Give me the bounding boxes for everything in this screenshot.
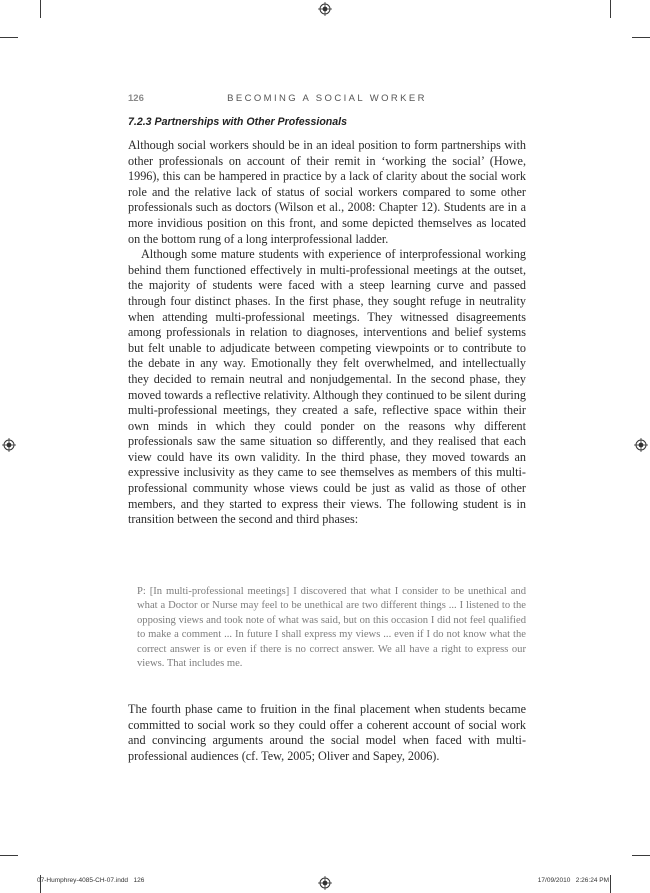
running-head xyxy=(128,93,526,107)
page-number: 126 xyxy=(128,93,144,104)
crop-mark-top-left xyxy=(40,0,41,18)
print-footer xyxy=(0,877,650,889)
block-quote: P: [In multi-professional meetings] I discovered that what I consider to be unethical and what a Doctor or Nurse may feel to be unethical are two different things ... I listened to the opposing views and took note of what was said, but on this occasion I did not feel qualified to make a comment ... In future I shall express my views ... even if I do not know what the correct answer is or even if there is no correct answer. We all have a right to express our views. That includes me. xyxy=(137,586,526,670)
body-text xyxy=(128,138,526,528)
registration-mark-icon xyxy=(2,438,16,452)
crop-mark-left-top xyxy=(0,37,18,38)
paragraph: Although social workers should be in an ideal position to form partnerships with other professionals on account of their remit in ‘working the social’ (Howe, 1996), this can be hampered in practice by a lack of clarity about the social work role and the relative lack of status of social workers compared to some other professionals such as doctors (Wilson et al., 2008: Chapter 12). Students are in a more invidious position on this front, and some depicted themselves as located on the bottom rung of a long interprofessional ladder. xyxy=(128,138,526,246)
paragraph: Although some mature students with experience of interprofessional working behind them functioned effectively in multi-professional meetings at the outset, the majority of students were faced with a steep learning curve and passed through four distinct phases. In the first phase, they sought refuge in neutrality when attending multi-professional meetings. They witnessed disagreements among professionals in relation to diagnoses, interventions and belief systems but felt unable to adjudicate between competing viewpoints or to contribute to the debate in any way. Emotionally they felt overwhelmed, and intellectually they decided to remain neutral and nonjudgemental. In the second phase, they moved towards a reflective relativity. Although they continued to be silent during multi-professional meetings, they created a safe, reflective space within their own minds in which they could ponder on the reasons why different professionals saw the same situation so differently, and they realised that each view could have its own validity. In the third phase, they moved towards an expressive inclusivity as they came to see themselves as members of this multi-professional community whose views could be just as valid as those of other members, and they started to express their views. The following student is in transition between the second and third phases: xyxy=(128,247,526,527)
crop-mark-right-bottom xyxy=(632,855,650,856)
footer-filename: 07-Humphrey-4085-CH-07.indd 126 xyxy=(37,877,145,884)
footer-timestamp: 17/09/2010 2:26:24 PM xyxy=(537,877,609,884)
paragraph: The fourth phase came to fruition in the final placement when students became committed to social work so they could offer a coherent account of social work and convincing arguments around the social model when faced with multi-professional audiences (cf. Tew, 2005; Oliver and Sapey, 2006). xyxy=(128,702,526,763)
registration-mark-icon xyxy=(318,2,332,16)
crop-mark-right-top xyxy=(632,37,650,38)
book-title: BECOMING A SOCIAL WORKER xyxy=(227,93,427,104)
registration-mark-icon xyxy=(634,438,648,452)
section-heading: 7.2.3 Partnerships with Other Professionals xyxy=(128,116,348,128)
body-text-closing xyxy=(128,702,526,764)
crop-mark-left-bottom xyxy=(0,855,18,856)
crop-mark-top-right xyxy=(610,0,611,18)
